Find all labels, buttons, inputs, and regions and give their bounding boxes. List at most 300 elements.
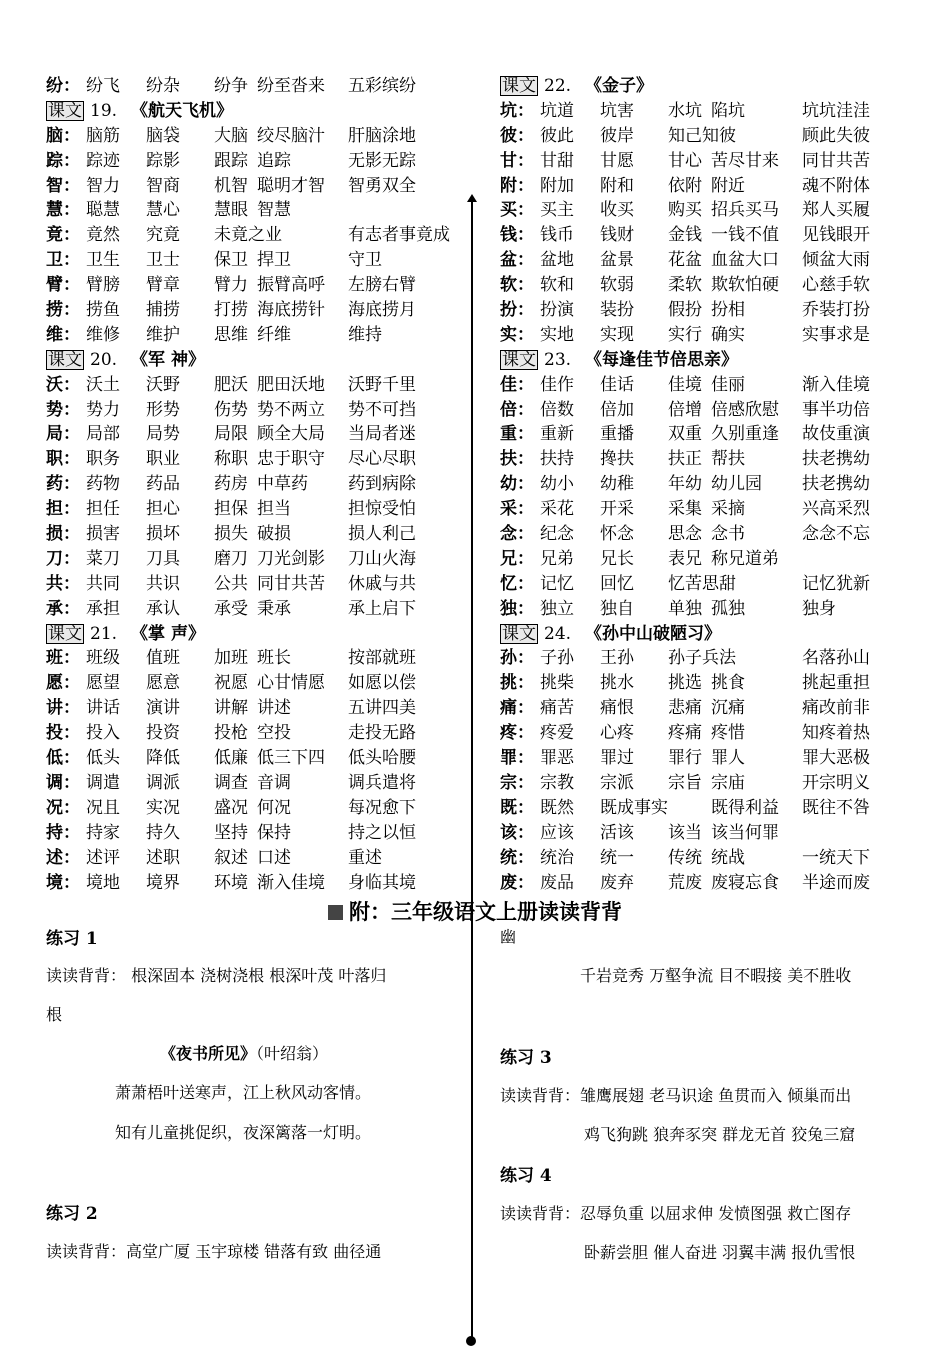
vocab-word: 血盆大口 [711,250,779,271]
vocab-word: 怀念 [600,524,634,545]
appendix-title-text: 附：三年级语文上册读读背背 [349,900,622,924]
vocab-word: 追踪 [257,150,291,171]
vocab-word: 共识 [146,573,180,594]
vocab-word: 保卫 [214,250,248,271]
vocab-row [500,522,920,547]
vocab-word: 双重 [668,424,702,445]
vocab-word: 演讲 [146,698,180,719]
poem-line-1: 萧萧梧叶送寒声，江上秋风动客情。 [115,1083,372,1102]
vocab-row [500,871,920,896]
lesson-tag: 课文 [48,623,82,644]
vocab-word: 智商 [146,175,180,196]
vocab-word: 独自 [600,598,634,619]
vocab-row [46,298,466,323]
vocab-word: 愿望 [86,673,120,694]
vocab-word: 确实 [711,324,745,345]
vocab-character: 重： [500,424,534,445]
vocab-word: 苦尽甘来 [711,150,779,171]
exercise-4-title: 练习 4 [500,1166,552,1186]
vocab-word: 顾此失彼 [802,125,870,146]
vocab-row [500,721,920,746]
vocab-word: 扶老携幼 [802,474,870,495]
lesson-title: 《掌 声》 [131,623,205,644]
vocab-word: 担惊受怕 [348,499,416,520]
exercise-1-line-2: 根 [46,1005,63,1024]
vocab-word: 盆景 [600,250,634,271]
vocab-row [500,696,920,721]
vocab-word: 甘心 [668,150,702,171]
vocab-word: 倍数 [540,399,574,420]
vocab-character: 独： [500,598,534,619]
left-vocab-column [46,74,466,895]
exercise-4-line-1: 读读背背：忍辱负重 以屈求伸 发愤图强 救亡图存 [500,1204,852,1223]
vocab-row [46,198,466,223]
vocab-character: 疼： [500,723,534,744]
vocab-word: 纪念 [540,524,574,545]
vocab-word: 值班 [146,648,180,669]
lesson-number: 21. [90,623,118,644]
exercise-2-line-1: 读读背背：高堂广厦 玉宇琼楼 错落有致 曲径通 [46,1242,382,1261]
vocab-word: 调查 [214,772,248,793]
lesson-header [500,74,920,99]
exercise-3-line-1: 读读背背：雏鹰展翅 老马识途 鱼贯而入 倾巢而出 [500,1086,852,1105]
vocab-word: 卫士 [146,250,180,271]
vocab-character: 佳： [500,374,534,395]
lesson-tag: 课文 [502,623,536,644]
vocab-word: 破损 [257,524,291,545]
vocab-character: 低： [46,748,80,769]
vocab-word: 渐入佳境 [802,374,870,395]
vocab-word: 附加 [540,175,574,196]
vocab-character: 智： [46,175,80,196]
vocab-character: 维： [46,324,80,345]
vocab-word: 该当何罪 [711,822,779,843]
vocab-row [500,572,920,597]
vocab-row [46,871,466,896]
vocab-word: 述职 [146,847,180,868]
vocab-row [46,273,466,298]
vocab-word: 捍卫 [257,250,291,271]
vocab-word: 维持 [348,324,382,345]
vocab-word: 调遣 [86,772,120,793]
vocab-word: 臂章 [146,275,180,296]
vocab-word: 附和 [600,175,634,196]
vocab-row [500,597,920,622]
exercise-2-line-2: 千岩竞秀 万壑争流 目不暇接 美不胜收 [580,966,852,985]
vocab-word: 倾盆大雨 [802,250,870,271]
vocab-word: 记忆 [540,573,574,594]
lesson-title: 《军 神》 [131,349,205,370]
vocab-word: 慧心 [146,200,180,221]
vocab-word: 智勇双全 [348,175,416,196]
exercise-2-title: 练习 2 [46,1204,98,1224]
vocab-word: 纤维 [257,324,291,345]
vocab-row [46,497,466,522]
vocab-word: 挑选 [668,673,702,694]
vocab-word: 当局者迷 [348,424,416,445]
vocab-word: 肝脑涂地 [348,125,416,146]
vocab-word: 维护 [146,324,180,345]
vocab-row [46,746,466,771]
vocab-word: 持之以恒 [348,822,416,843]
vocab-character: 损： [46,524,80,545]
vocab-word: 独身 [802,598,836,619]
vocab-word: 独立 [540,598,574,619]
vocab-word: 按部就班 [348,648,416,669]
exercise-3-line-2: 鸡飞狗跳 狼奔豕突 群龙无首 狡兔三窟 [584,1125,856,1144]
vocab-word: 药物 [86,474,120,495]
vocab-word: 钱币 [540,225,574,246]
vocab-word: 药房 [214,474,248,495]
vocab-word: 顾全大局 [257,424,325,445]
vocab-word: 机智 [214,175,248,196]
vocab-row [46,223,466,248]
vocab-word: 同甘共苦 [257,573,325,594]
vocab-row [46,547,466,572]
vocab-character: 废： [500,872,534,893]
exercise-3-title: 练习 3 [500,1048,552,1068]
vocab-word: 痛恨 [600,698,634,719]
vocab-row [46,821,466,846]
lesson-title: 《每逢佳节倍思亲》 [585,349,739,370]
vocab-row [500,248,920,273]
vocab-character: 扶： [500,449,534,470]
vocab-word: 废弃 [600,872,634,893]
vocab-word: 况且 [86,797,120,818]
vocab-row [46,671,466,696]
vocab-word: 境界 [146,872,180,893]
vocab-word: 软弱 [600,275,634,296]
vocab-word: 智力 [86,175,120,196]
vocab-character: 承： [46,598,80,619]
vocab-word: 秉承 [257,598,291,619]
vocab-word: 单独 [668,598,702,619]
vocab-word: 何况 [257,797,291,818]
vocab-word: 佳境 [668,374,702,395]
vocab-word: 海底捞针 [257,300,325,321]
poem-author: （叶绍翁） [256,1044,329,1063]
vocab-word: 实事求是 [802,324,870,345]
vocab-word: 佳丽 [711,374,745,395]
column-divider-line [471,196,473,1344]
vocab-character: 软： [500,275,534,296]
vocab-word: 罪大恶极 [802,748,870,769]
vocab-word: 甘甜 [540,150,574,171]
vocab-word: 聪明才智 [257,175,325,196]
vocab-row [46,696,466,721]
vocab-row [500,174,920,199]
vocab-word: 班级 [86,648,120,669]
vocab-word: 该当 [668,822,702,843]
vocab-word: 境地 [86,872,120,893]
vocab-word: 刀具 [146,548,180,569]
vocab-row [500,846,920,871]
vocab-word: 一钱不值 [711,225,779,246]
vocab-word: 记忆犹新 [802,573,870,594]
vocab-word: 聪慧 [86,200,120,221]
vocab-word: 思念 [668,524,702,545]
vocab-word: 统治 [540,847,574,868]
vocab-word: 扮相 [711,300,745,321]
vocab-row [46,447,466,472]
vocab-word: 讲话 [86,698,120,719]
vocab-row [500,223,920,248]
vocab-word: 乔装打扮 [802,300,870,321]
vocab-word: 开宗明义 [802,772,870,793]
vocab-word: 环境 [214,872,248,893]
vocab-word: 局限 [214,424,248,445]
vocab-word: 王孙 [600,648,634,669]
vocab-character: 持： [46,822,80,843]
vocab-word: 肥沃 [214,374,248,395]
vocab-word: 同甘共苦 [802,150,870,171]
vocab-word: 伤势 [214,399,248,420]
vocab-row [500,422,920,447]
vocab-word: 欺软怕硬 [711,275,779,296]
vocab-character: 念： [500,524,534,545]
vocab-word: 讲解 [214,698,248,719]
vocab-word: 跟踪 [214,150,248,171]
vocab-word: 投枪 [214,723,248,744]
vocab-character: 讲： [46,698,80,719]
vocab-word: 损坏 [146,524,180,545]
vocab-word: 局部 [86,424,120,445]
vocab-word: 叙述 [214,847,248,868]
vocab-word: 沃野 [146,374,180,395]
vocab-row [46,597,466,622]
vocab-word: 陷坑 [711,100,745,121]
vocab-word: 兄长 [600,548,634,569]
vocab-row [500,646,920,671]
vocab-word: 帮扶 [711,449,745,470]
vocab-row [46,174,466,199]
exercise-2-continuation: 幽 [500,927,517,946]
vocab-word: 称职 [214,449,248,470]
vocab-word: 海底捞月 [348,300,416,321]
vocab-word: 加班 [214,648,248,669]
vocab-character: 沃： [46,374,80,395]
vocab-word: 承认 [146,598,180,619]
vocab-word: 甘愿 [600,150,634,171]
lesson-header [500,622,920,647]
vocab-character: 坑： [500,100,534,121]
appendix-title [0,896,950,926]
vocab-character: 担： [46,499,80,520]
lesson-number: 23. [544,349,572,370]
vocab-word: 势不可挡 [348,399,416,420]
vocab-word: 纷争 [214,76,248,96]
vocab-word: 统一 [600,847,634,868]
vocab-word: 称兄道弟 [711,548,779,569]
vocab-word: 形势 [146,399,180,420]
vocab-character: 势： [46,399,80,420]
lesson-tag: 课文 [502,349,536,370]
vocab-word: 扶持 [540,449,574,470]
vocab-character: 药： [46,474,80,495]
lesson-title: 《航天飞机》 [131,100,234,121]
lesson-header [46,348,466,373]
vocab-character: 扮： [500,300,534,321]
vocab-character: 罪： [500,748,534,769]
vocab-word: 担保 [214,499,248,520]
vocab-word: 打捞 [214,300,248,321]
vocab-row [500,149,920,174]
vocab-word: 心慈手软 [802,275,870,296]
vocab-word: 振臂高呼 [257,275,325,296]
vocab-word: 柔软 [668,275,702,296]
vocab-word: 名落孙山 [802,648,870,669]
vocab-word: 传统 [668,847,702,868]
vocab-character: 局： [46,424,80,445]
vocab-word: 半途而废 [802,872,870,893]
vocab-word: 述评 [86,847,120,868]
vocab-character: 既： [500,797,534,818]
vocab-word: 宗派 [600,772,634,793]
vocab-character: 慧： [46,200,80,221]
vocab-row [46,572,466,597]
square-bullet-icon [328,905,343,920]
vocab-row [500,323,920,348]
vocab-word: 宗教 [540,772,574,793]
vocab-word: 坑害 [600,100,634,121]
vocab-character: 附： [500,175,534,196]
vocab-word: 坚持 [214,822,248,843]
vocab-word: 采集 [668,499,702,520]
vocab-word: 休戚与共 [348,573,416,594]
vocab-word: 尽心尽职 [348,449,416,470]
vocab-word: 忆苦思甜 [668,573,736,594]
vocab-character: 踪： [46,150,80,171]
vocab-word: 幼稚 [600,474,634,495]
vocab-word: 故伎重演 [802,424,870,445]
lesson-title: 《金子》 [585,76,654,96]
lesson-header [46,99,466,124]
vocab-word: 臂膀 [86,275,120,296]
vocab-word: 一统天下 [802,847,870,868]
vocab-word: 疼爱 [540,723,574,744]
vocab-character: 述： [46,847,80,868]
right-vocab-column [500,74,920,895]
vocab-word: 损害 [86,524,120,545]
vocab-word: 音调 [257,772,291,793]
vocab-row [500,746,920,771]
vocab-word: 悲痛 [668,698,702,719]
vocab-character: 愿： [46,673,80,694]
vocab-word: 低头哈腰 [348,748,416,769]
vocab-word: 心甘情愿 [257,673,325,694]
vocab-word: 心疼 [600,723,634,744]
vocab-word: 卫生 [86,250,120,271]
vocab-character: 卫： [46,250,80,271]
vocab-character: 倍： [500,399,534,420]
vocab-word: 软和 [540,275,574,296]
vocab-word: 低头 [86,748,120,769]
vocab-word: 臂力 [214,275,248,296]
lesson-header [46,622,466,647]
vocab-word: 见钱眼开 [802,225,870,246]
vocab-word: 扶老携幼 [802,449,870,470]
vocab-character: 采： [500,499,534,520]
vocab-word: 收买 [600,200,634,221]
vocab-word: 脑筋 [86,125,120,146]
vocab-word: 刀光剑影 [257,548,325,569]
vocab-word: 身临其境 [348,872,416,893]
vocab-word: 菜刀 [86,548,120,569]
vocab-word: 脑袋 [146,125,180,146]
vocab-word: 念念不忘 [802,524,870,545]
vocab-character: 彼： [500,125,534,146]
vocab-word: 疼痛 [668,723,702,744]
vocab-word: 保持 [257,822,291,843]
vocab-word: 势力 [86,399,120,420]
vocab-word: 走投无路 [348,723,416,744]
vocab-word: 久别重逢 [711,424,779,445]
vocab-word: 担心 [146,499,180,520]
vocab-word: 统战 [711,847,745,868]
vocab-word: 宗旨 [668,772,702,793]
vocab-word: 捞鱼 [86,300,120,321]
vocab-word: 坑道 [540,100,574,121]
vocab-word: 药到病除 [348,474,416,495]
vocab-word: 盛况 [214,797,248,818]
vocab-word: 智慧 [257,200,291,221]
vocab-word: 罪过 [600,748,634,769]
vocab-word: 盆地 [540,250,574,271]
vocab-character: 臂： [46,275,80,296]
vocab-word: 郑人买履 [802,200,870,221]
poem-line-2: 知有儿童挑促织，夜深篱落一灯明。 [115,1123,372,1142]
vocab-character: 宗： [500,772,534,793]
vocab-word: 竟然 [86,225,120,246]
vocab-word: 慧眼 [214,200,248,221]
vocab-character: 孙： [500,648,534,669]
vocab-word: 水坑 [668,100,702,121]
vocab-word: 买主 [540,200,574,221]
vocab-character: 痛： [500,698,534,719]
vocab-row [500,671,920,696]
vocab-word: 事半功倍 [802,399,870,420]
vocab-character: 班： [46,648,80,669]
vocab-row [500,497,920,522]
lesson-header [500,348,920,373]
vocab-word: 购买 [668,200,702,221]
vocab-word: 花盆 [668,250,702,271]
poem-title: 《夜书所见》 [160,1044,257,1063]
vocab-word: 应该 [540,822,574,843]
vocab-word: 愿意 [146,673,180,694]
exercise-1-line-1: 读读背背： 根深固本 浇树浇根 根深叶茂 叶落归 [46,966,387,985]
vocab-row [500,373,920,398]
vocab-character: 盆： [500,250,534,271]
vocab-row [46,124,466,149]
vocab-word: 魂不附体 [802,175,870,196]
vocab-word: 采花 [540,499,574,520]
lesson-number: 19. [90,100,118,121]
vocab-row [500,124,920,149]
vocab-word: 念书 [711,524,745,545]
vocab-word: 肥田沃地 [257,374,325,395]
lesson-number: 20. [90,349,118,370]
vocab-word: 搀扶 [600,449,634,470]
vocab-word: 装扮 [600,300,634,321]
vocab-character: 调： [46,772,80,793]
vocab-word: 兴高采烈 [802,499,870,520]
vocab-word: 实行 [668,324,702,345]
vocab-character: 该： [500,822,534,843]
vocab-word: 损失 [214,524,248,545]
vocab-word: 渐入佳境 [257,872,325,893]
lesson-title: 《孙中山破陋习》 [585,623,722,644]
